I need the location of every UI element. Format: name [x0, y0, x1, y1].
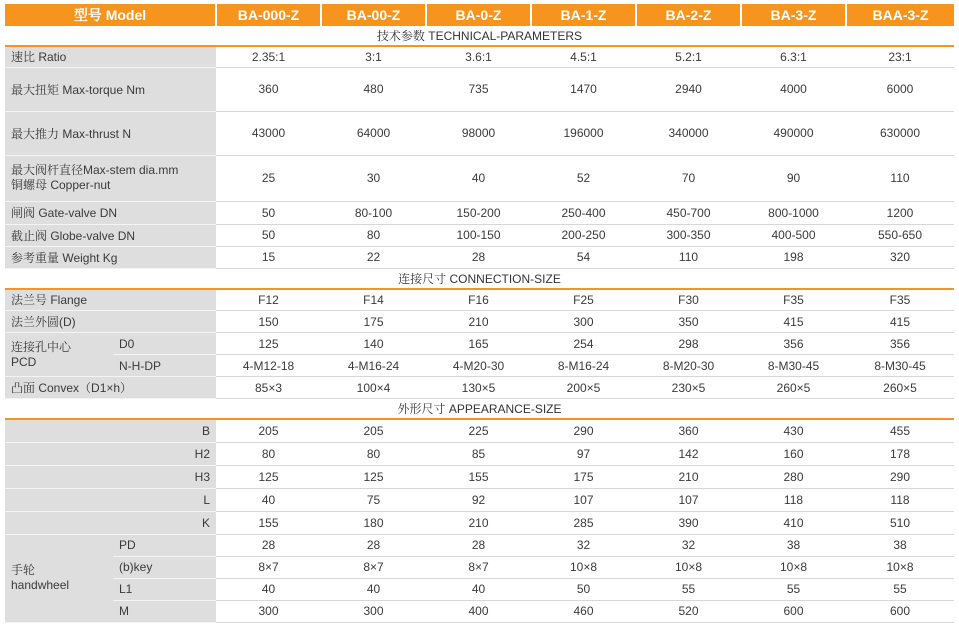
row-label: 闸阀 Gate-valve DN	[5, 201, 216, 224]
table-cell: 280	[741, 465, 846, 488]
table-cell: 285	[531, 511, 636, 534]
table-row	[5, 600, 954, 622]
row-label: 参考重量 Weight Kg	[5, 246, 216, 268]
row-label: H2	[5, 442, 216, 465]
table-cell: 300	[321, 600, 426, 622]
table-cell: 260×5	[846, 377, 954, 399]
row-label: 最大推力 Max-thrust N	[5, 111, 216, 155]
table-cell: 150	[216, 311, 321, 333]
table-row	[5, 46, 954, 67]
table-cell: 300	[216, 600, 321, 622]
table-cell: 100×4	[321, 377, 426, 399]
table-cell: 4-M12-18	[216, 355, 321, 377]
table-row	[5, 333, 954, 355]
table-cell: 6.3:1	[741, 46, 846, 67]
table-cell: 85×3	[216, 377, 321, 399]
table-cell: 5.2:1	[636, 46, 741, 67]
table-cell: 25	[216, 155, 321, 201]
spec-table	[5, 4, 954, 623]
row-label: L	[5, 488, 216, 511]
section-title-row	[5, 26, 954, 46]
row-sublabel: PD	[113, 534, 216, 556]
table-cell: 98000	[426, 111, 531, 155]
table-row	[5, 578, 954, 600]
table-cell: 8-M16-24	[531, 355, 636, 377]
table-cell: 28	[321, 534, 426, 556]
table-cell: 55	[741, 578, 846, 600]
model-column-header: BA-0-Z	[426, 4, 531, 26]
table-cell: 43000	[216, 111, 321, 155]
table-cell: 210	[636, 465, 741, 488]
pcd-label-en: PCD	[11, 354, 37, 369]
table-row	[5, 556, 954, 578]
table-cell: 32	[531, 534, 636, 556]
table-cell: 3:1	[321, 46, 426, 67]
table-cell: 3.6:1	[426, 46, 531, 67]
table-cell: 350	[636, 311, 741, 333]
table-cell: 165	[426, 333, 531, 355]
row-label: K	[5, 511, 216, 534]
table-cell: 50	[531, 578, 636, 600]
table-cell: 1470	[531, 67, 636, 111]
table-cell: 38	[846, 534, 954, 556]
table-cell: 200×5	[531, 377, 636, 399]
table-cell: 260×5	[741, 377, 846, 399]
table-cell: 54	[531, 246, 636, 268]
model-header-cell: 型号 Model	[5, 4, 216, 26]
table-cell: 92	[426, 488, 531, 511]
table-cell: 225	[426, 419, 531, 442]
table-cell: 180	[321, 511, 426, 534]
table-cell: 40	[321, 578, 426, 600]
table-cell: 198	[741, 246, 846, 268]
table-cell: 155	[216, 511, 321, 534]
table-row	[5, 419, 954, 442]
table-cell: F16	[426, 289, 531, 311]
table-cell: 298	[636, 333, 741, 355]
table-row	[5, 224, 954, 246]
table-cell: 85	[426, 442, 531, 465]
table-cell: 15	[216, 246, 321, 268]
row-sublabel: D0	[113, 333, 216, 355]
model-column-header: BA-2-Z	[636, 4, 741, 26]
table-cell: 360	[636, 419, 741, 442]
row-sublabel: M	[113, 600, 216, 622]
table-cell: 735	[426, 67, 531, 111]
table-cell: 400-500	[741, 224, 846, 246]
table-cell: 118	[741, 488, 846, 511]
section-title-row	[5, 268, 954, 289]
table-cell: 80-100	[321, 201, 426, 224]
table-cell: 70	[636, 155, 741, 201]
table-cell: 40	[216, 488, 321, 511]
table-cell: 175	[531, 465, 636, 488]
table-cell: 200-250	[531, 224, 636, 246]
table-cell: 2940	[636, 67, 741, 111]
table-cell: 415	[846, 311, 954, 333]
table-cell: 125	[216, 465, 321, 488]
table-cell: F12	[216, 289, 321, 311]
pcd-label	[5, 333, 113, 377]
copper-nut-label: 铜螺母 Copper-nut	[11, 178, 111, 192]
table-cell: 455	[846, 419, 954, 442]
table-cell: 205	[216, 419, 321, 442]
table-cell: 97	[531, 442, 636, 465]
table-cell: 40	[216, 578, 321, 600]
model-column-header: BA-1-Z	[531, 4, 636, 26]
table-cell: 490000	[741, 111, 846, 155]
table-cell: 205	[321, 419, 426, 442]
table-cell: 4.5:1	[531, 46, 636, 67]
table-cell: 630000	[846, 111, 954, 155]
table-cell: 400	[426, 600, 531, 622]
table-cell: 28	[426, 534, 531, 556]
row-label: B	[5, 419, 216, 442]
model-column-header: BA-000-Z	[216, 4, 321, 26]
model-column-header: BA-3-Z	[741, 4, 846, 26]
row-sublabel: (b)key	[113, 556, 216, 578]
table-cell: 40	[426, 155, 531, 201]
table-cell: 360	[216, 67, 321, 111]
table-cell: 107	[531, 488, 636, 511]
pcd-label-cn: 连接孔中心	[11, 339, 72, 354]
table-cell: 4-M20-30	[426, 355, 531, 377]
table-row	[5, 201, 954, 224]
row-sublabel: N-H-DP	[113, 355, 216, 377]
table-cell: F25	[531, 289, 636, 311]
table-cell: 2.35:1	[216, 46, 321, 67]
table-cell: 140	[321, 333, 426, 355]
handwheel-label-cn: 手轮	[11, 563, 36, 577]
table-cell: 8×7	[321, 556, 426, 578]
table-cell: 10×8	[531, 556, 636, 578]
table-cell: 230×5	[636, 377, 741, 399]
table-cell: 80	[321, 224, 426, 246]
table-cell: 250-400	[531, 201, 636, 224]
model-column-header: BA-00-Z	[321, 4, 426, 26]
table-cell: 356	[846, 333, 954, 355]
handwheel-label-en: handwheel	[11, 578, 70, 592]
table-row	[5, 534, 954, 556]
table-cell: 550-650	[846, 224, 954, 246]
table-cell: F30	[636, 289, 741, 311]
table-cell: 430	[741, 419, 846, 442]
table-cell: 10×8	[636, 556, 741, 578]
table-cell: 196000	[531, 111, 636, 155]
table-cell: 142	[636, 442, 741, 465]
model-column-header: BAA-3-Z	[846, 4, 954, 26]
table-cell: 520	[636, 600, 741, 622]
table-cell: 480	[321, 67, 426, 111]
table-cell: 210	[426, 511, 531, 534]
table-row	[5, 377, 954, 399]
table-cell: 75	[321, 488, 426, 511]
table-cell: 55	[636, 578, 741, 600]
table-cell: 320	[846, 246, 954, 268]
table-cell: 8-M20-30	[636, 355, 741, 377]
row-label: 法兰外圆(D)	[5, 311, 216, 333]
table-cell: 410	[741, 511, 846, 534]
table-cell: 8×7	[216, 556, 321, 578]
table-cell: 10×8	[741, 556, 846, 578]
table-cell: 28	[216, 534, 321, 556]
appearance-section-title: 外形尺寸 APPEARANCE-SIZE	[5, 399, 954, 420]
table-cell: 300-350	[636, 224, 741, 246]
table-cell: 150-200	[426, 201, 531, 224]
row-label: 凸面 Convex（D1×h）	[5, 377, 216, 399]
stem-dia-label: 最大阀杆直径Max-stem dia.mm	[11, 163, 179, 177]
table-cell: 8-M30-45	[741, 355, 846, 377]
table-cell: F35	[846, 289, 954, 311]
table-cell: 40	[426, 578, 531, 600]
table-cell: 4-M16-24	[321, 355, 426, 377]
table-cell: 110	[636, 246, 741, 268]
connection-section-title: 连接尺寸 CONNECTION-SIZE	[5, 268, 954, 289]
table-cell: 356	[741, 333, 846, 355]
handwheel-label	[5, 534, 113, 622]
table-cell: 460	[531, 600, 636, 622]
table-cell: 80	[321, 442, 426, 465]
table-cell: 160	[741, 442, 846, 465]
table-cell: 600	[741, 600, 846, 622]
table-row	[5, 67, 954, 111]
table-cell: 178	[846, 442, 954, 465]
table-cell: 107	[636, 488, 741, 511]
table-cell: 175	[321, 311, 426, 333]
table-cell: 125	[216, 333, 321, 355]
table-cell: 290	[846, 465, 954, 488]
table-row	[5, 511, 954, 534]
table-cell: 340000	[636, 111, 741, 155]
table-cell: 8-M30-45	[846, 355, 954, 377]
table-cell: 1200	[846, 201, 954, 224]
table-cell: 50	[216, 201, 321, 224]
row-label	[5, 155, 216, 201]
table-cell: 450-700	[636, 201, 741, 224]
table-cell: F35	[741, 289, 846, 311]
table-row	[5, 311, 954, 333]
row-label: 法兰号 Flange	[5, 289, 216, 311]
table-cell: 125	[321, 465, 426, 488]
table-cell: 6000	[846, 67, 954, 111]
table-row	[5, 465, 954, 488]
table-cell: 600	[846, 600, 954, 622]
table-cell: 28	[426, 246, 531, 268]
table-cell: 8×7	[426, 556, 531, 578]
row-label: 截止阀 Globe-valve DN	[5, 224, 216, 246]
table-cell: 64000	[321, 111, 426, 155]
table-cell: 118	[846, 488, 954, 511]
table-cell: 210	[426, 311, 531, 333]
table-cell: 50	[216, 224, 321, 246]
table-cell: 800-1000	[741, 201, 846, 224]
table-cell: 254	[531, 333, 636, 355]
row-sublabel: L1	[113, 578, 216, 600]
table-row	[5, 355, 954, 377]
table-cell: 300	[531, 311, 636, 333]
table-row	[5, 246, 954, 268]
row-label: 最大扭矩 Max-torque Nm	[5, 67, 216, 111]
table-cell: 10×8	[846, 556, 954, 578]
table-cell: 23:1	[846, 46, 954, 67]
row-label: H3	[5, 465, 216, 488]
table-cell: 415	[741, 311, 846, 333]
table-row	[5, 155, 954, 201]
table-cell: 390	[636, 511, 741, 534]
table-cell: 4000	[741, 67, 846, 111]
table-cell: 30	[321, 155, 426, 201]
table-cell: 100-150	[426, 224, 531, 246]
table-header-row	[5, 4, 954, 26]
table-cell: 32	[636, 534, 741, 556]
table-row	[5, 111, 954, 155]
table-cell: 110	[846, 155, 954, 201]
table-cell: 290	[531, 419, 636, 442]
table-cell: 510	[846, 511, 954, 534]
table-cell: 52	[531, 155, 636, 201]
table-cell: 22	[321, 246, 426, 268]
table-cell: 155	[426, 465, 531, 488]
table-cell: F14	[321, 289, 426, 311]
technical-section-title: 技术参数 TECHNICAL-PARAMETERS	[5, 26, 954, 46]
table-cell: 38	[741, 534, 846, 556]
table-row	[5, 442, 954, 465]
table-cell: 130×5	[426, 377, 531, 399]
table-row	[5, 488, 954, 511]
table-cell: 90	[741, 155, 846, 201]
table-cell: 80	[216, 442, 321, 465]
table-cell: 55	[846, 578, 954, 600]
section-title-row	[5, 399, 954, 420]
table-row	[5, 289, 954, 311]
row-label: 速比 Ratio	[5, 46, 216, 67]
